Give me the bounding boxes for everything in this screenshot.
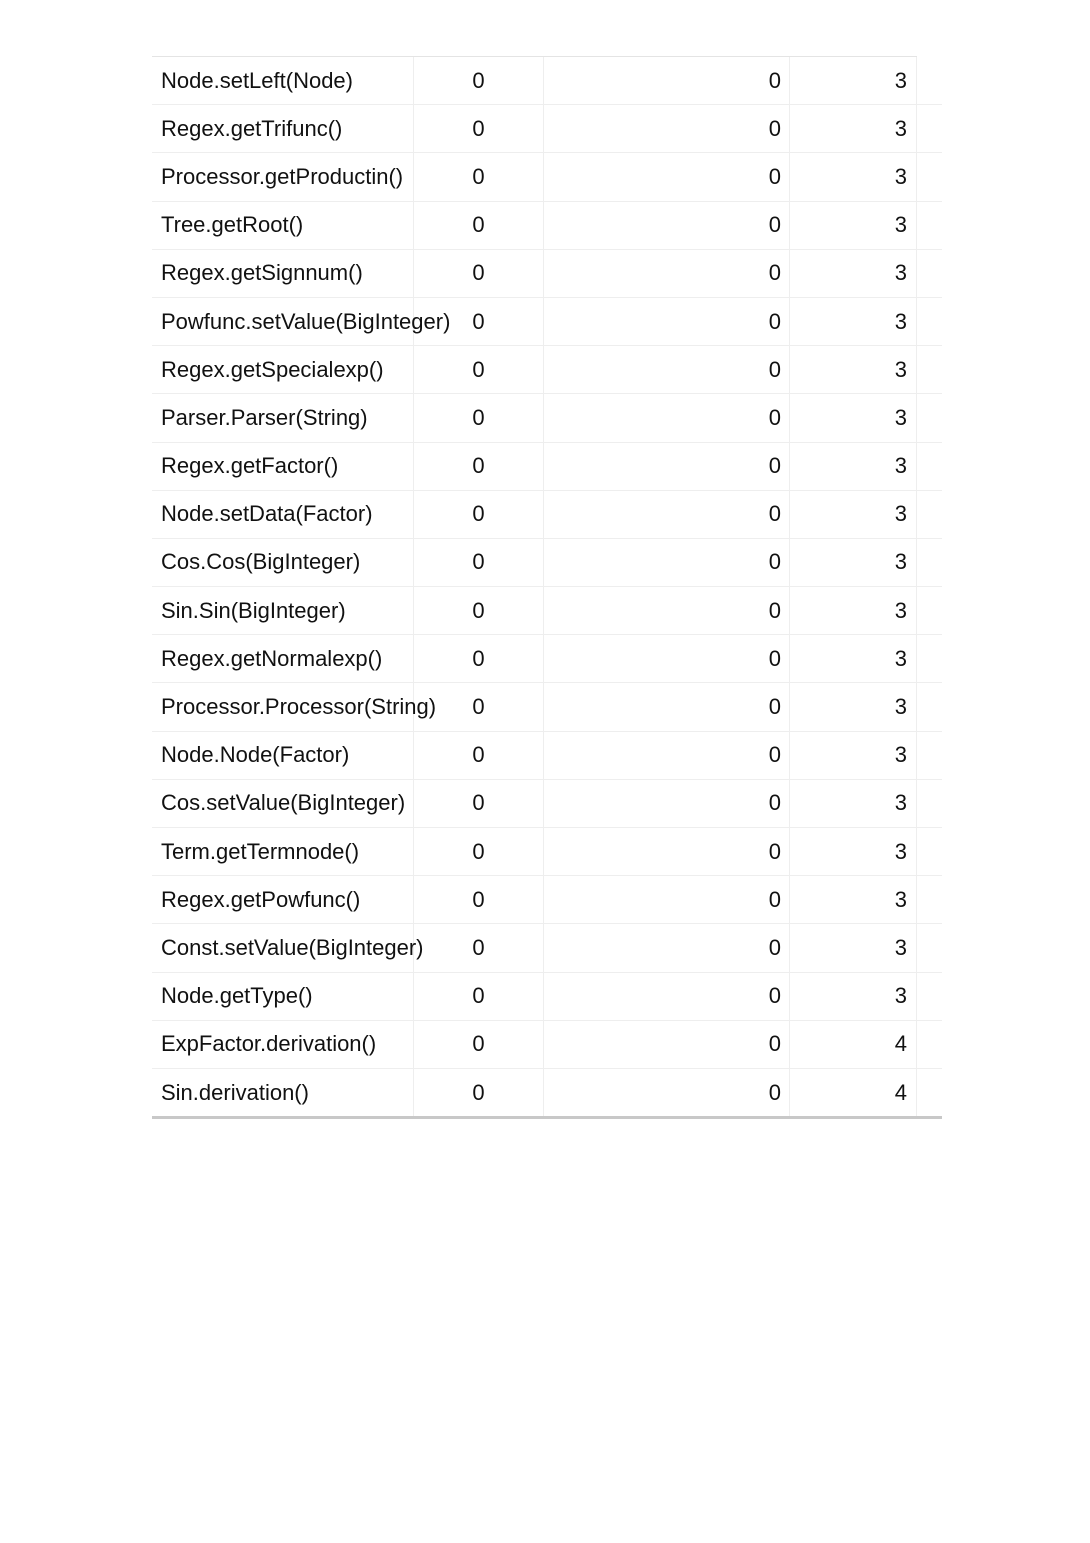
method-name-cell: Cos.Cos(BigInteger) (152, 539, 414, 586)
value-cell-1: 0 (414, 828, 544, 875)
table-row (152, 539, 942, 587)
value-cell-3: 3 (790, 57, 917, 104)
value-cell-1: 0 (414, 973, 544, 1020)
value-cell-2: 0 (544, 635, 790, 682)
method-name-cell: Powfunc.setValue(BigInteger) (152, 298, 414, 345)
value-cell-1: 0 (414, 298, 544, 345)
row-padding (917, 57, 942, 104)
method-name-cell: Node.getType() (152, 973, 414, 1020)
table-row (152, 1069, 942, 1117)
value-cell-2: 0 (544, 394, 790, 441)
value-cell-2: 0 (544, 683, 790, 730)
value-cell-3: 3 (790, 587, 917, 634)
row-padding (917, 635, 942, 682)
method-name-cell: Regex.getTrifunc() (152, 105, 414, 152)
method-name-cell: Regex.getPowfunc() (152, 876, 414, 923)
value-cell-1: 0 (414, 780, 544, 827)
value-cell-1: 0 (414, 539, 544, 586)
row-padding (917, 924, 942, 971)
value-cell-1: 0 (414, 635, 544, 682)
row-padding (917, 153, 942, 200)
table-row (152, 828, 942, 876)
value-cell-3: 3 (790, 346, 917, 393)
method-name-cell: ExpFactor.derivation() (152, 1021, 414, 1068)
method-name-cell: Tree.getRoot() (152, 202, 414, 249)
value-cell-1: 0 (414, 683, 544, 730)
row-padding (917, 250, 942, 297)
value-cell-1: 0 (414, 1021, 544, 1068)
row-padding (917, 394, 942, 441)
method-name-cell: Regex.getSpecialexp() (152, 346, 414, 393)
table-row (152, 153, 942, 201)
row-padding (917, 346, 942, 393)
value-cell-3: 3 (790, 298, 917, 345)
value-cell-2: 0 (544, 202, 790, 249)
table-row (152, 250, 942, 298)
value-cell-1: 0 (414, 105, 544, 152)
value-cell-1: 0 (414, 1069, 544, 1116)
table-row (152, 443, 942, 491)
value-cell-2: 0 (544, 105, 790, 152)
method-name-cell: Processor.getProductin() (152, 153, 414, 200)
value-cell-1: 0 (414, 57, 544, 104)
method-name-cell: Processor.Processor(String) (152, 683, 414, 730)
table-row (152, 394, 942, 442)
method-name-cell: Parser.Parser(String) (152, 394, 414, 441)
value-cell-2: 0 (544, 973, 790, 1020)
row-padding (917, 539, 942, 586)
value-cell-3: 4 (790, 1021, 917, 1068)
table-bottom-border (152, 1116, 942, 1119)
method-name-cell: Term.getTermnode() (152, 828, 414, 875)
value-cell-1: 0 (414, 346, 544, 393)
table-row (152, 635, 942, 683)
table-row (152, 876, 942, 924)
value-cell-1: 0 (414, 443, 544, 490)
table-row (152, 732, 942, 780)
value-cell-3: 3 (790, 924, 917, 971)
value-cell-3: 3 (790, 828, 917, 875)
value-cell-2: 0 (544, 587, 790, 634)
row-padding (917, 587, 942, 634)
value-cell-3: 4 (790, 1069, 917, 1116)
table-row (152, 780, 942, 828)
row-padding (917, 876, 942, 923)
table-row (152, 587, 942, 635)
value-cell-1: 0 (414, 732, 544, 779)
value-cell-2: 0 (544, 539, 790, 586)
row-padding (917, 491, 942, 538)
value-cell-2: 0 (544, 828, 790, 875)
row-padding (917, 202, 942, 249)
value-cell-3: 3 (790, 491, 917, 538)
value-cell-3: 3 (790, 539, 917, 586)
value-cell-2: 0 (544, 732, 790, 779)
value-cell-1: 0 (414, 876, 544, 923)
value-cell-2: 0 (544, 153, 790, 200)
value-cell-2: 0 (544, 1069, 790, 1116)
value-cell-3: 3 (790, 202, 917, 249)
method-name-cell: Const.setValue(BigInteger) (152, 924, 414, 971)
table-row (152, 683, 942, 731)
method-name-cell: Node.setData(Factor) (152, 491, 414, 538)
value-cell-1: 0 (414, 491, 544, 538)
method-name-cell: Cos.setValue(BigInteger) (152, 780, 414, 827)
value-cell-3: 3 (790, 250, 917, 297)
value-cell-2: 0 (544, 491, 790, 538)
row-padding (917, 105, 942, 152)
table-row (152, 202, 942, 250)
value-cell-3: 3 (790, 876, 917, 923)
method-name-cell: Sin.Sin(BigInteger) (152, 587, 414, 634)
row-padding (917, 732, 942, 779)
value-cell-1: 0 (414, 394, 544, 441)
value-cell-1: 0 (414, 587, 544, 634)
row-padding (917, 828, 942, 875)
metrics-table (152, 56, 942, 1119)
value-cell-3: 3 (790, 105, 917, 152)
value-cell-2: 0 (544, 924, 790, 971)
value-cell-2: 0 (544, 780, 790, 827)
row-padding (917, 683, 942, 730)
method-name-cell: Node.setLeft(Node) (152, 57, 414, 104)
table-row (152, 57, 942, 105)
value-cell-2: 0 (544, 57, 790, 104)
method-name-cell: Regex.getSignnum() (152, 250, 414, 297)
table-body (152, 57, 942, 1117)
value-cell-1: 0 (414, 153, 544, 200)
value-cell-2: 0 (544, 443, 790, 490)
value-cell-2: 0 (544, 298, 790, 345)
value-cell-3: 3 (790, 394, 917, 441)
row-padding (917, 973, 942, 1020)
table-row (152, 298, 942, 346)
method-name-cell: Regex.getNormalexp() (152, 635, 414, 682)
value-cell-1: 0 (414, 250, 544, 297)
method-name-cell: Regex.getFactor() (152, 443, 414, 490)
value-cell-3: 3 (790, 153, 917, 200)
table-row (152, 1021, 942, 1069)
row-padding (917, 780, 942, 827)
row-padding (917, 298, 942, 345)
value-cell-3: 3 (790, 780, 917, 827)
method-name-cell: Node.Node(Factor) (152, 732, 414, 779)
value-cell-3: 3 (790, 635, 917, 682)
value-cell-2: 0 (544, 346, 790, 393)
table-row (152, 105, 942, 153)
value-cell-2: 0 (544, 1021, 790, 1068)
table-row (152, 346, 942, 394)
value-cell-2: 0 (544, 250, 790, 297)
row-padding (917, 1069, 942, 1116)
table-row (152, 491, 942, 539)
table-row (152, 973, 942, 1021)
value-cell-1: 0 (414, 924, 544, 971)
row-padding (917, 1021, 942, 1068)
row-padding (917, 443, 942, 490)
method-name-cell: Sin.derivation() (152, 1069, 414, 1116)
value-cell-3: 3 (790, 732, 917, 779)
table-row (152, 924, 942, 972)
value-cell-1: 0 (414, 202, 544, 249)
value-cell-2: 0 (544, 876, 790, 923)
value-cell-3: 3 (790, 973, 917, 1020)
value-cell-3: 3 (790, 443, 917, 490)
value-cell-3: 3 (790, 683, 917, 730)
